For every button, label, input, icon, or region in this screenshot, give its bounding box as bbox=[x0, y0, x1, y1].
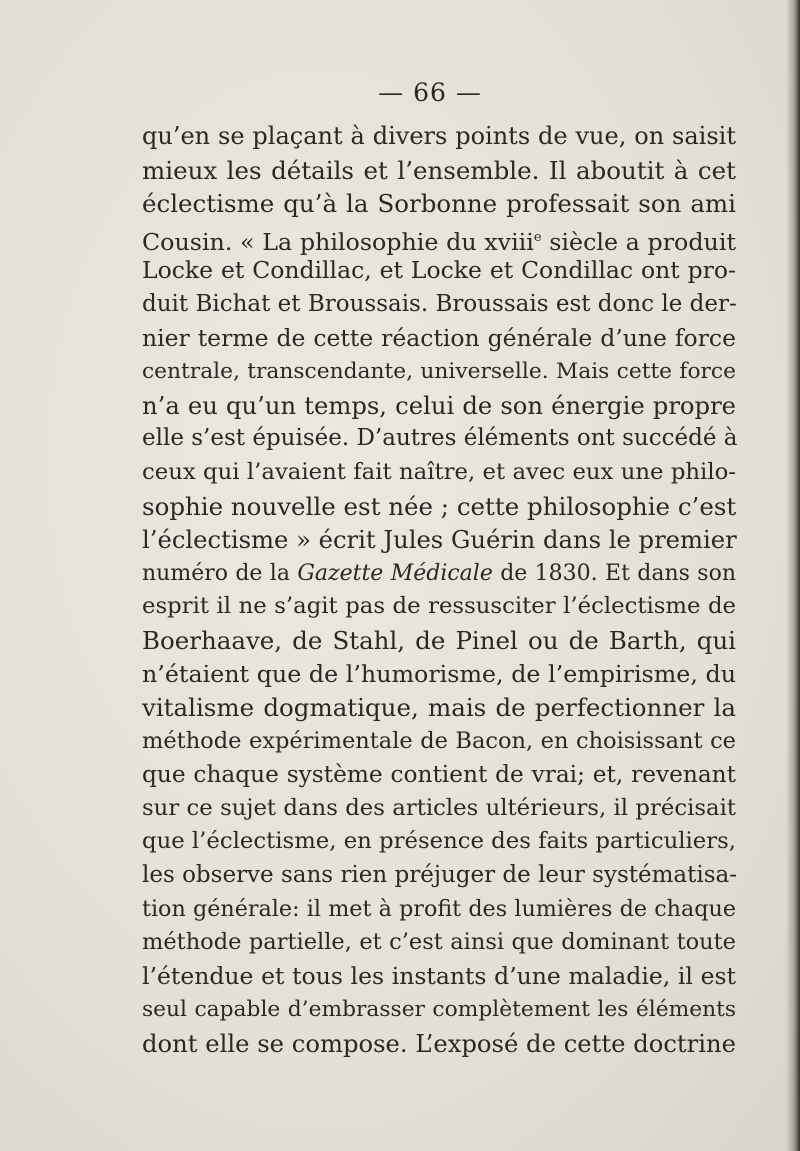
text-line: seul capable d’embrasser complètement les éléments bbox=[142, 997, 736, 1023]
text-line: elle s’est épuisée. D’autres éléments ont succédé à bbox=[142, 425, 738, 452]
text-line: sur ce sujet dans des articles ultérieurs, il précisait bbox=[142, 794, 736, 821]
text-line: tion générale: il met à profit des lumières de chaque bbox=[142, 895, 736, 922]
text-line: esprit il ne s’agit pas de ressusciter l’éclectisme de bbox=[142, 593, 736, 620]
text-line: l’étendue et tous les instants d’une maladie, il est bbox=[142, 961, 736, 990]
text-line: qu’en se plaçant à divers points de vue, on saisit bbox=[142, 122, 736, 150]
text-line: n’étaient que de l’humorisme, de l’empirisme, du bbox=[142, 659, 736, 688]
text-line: dont elle se compose. L’exposé de cette doctrine bbox=[142, 1029, 736, 1059]
text-segment: numéro de la bbox=[142, 560, 298, 586]
text-line: ceux qui l’avaient fait naître, et avec eux une philo- bbox=[142, 458, 736, 485]
journal-title: Gazette Médicale bbox=[297, 560, 493, 586]
text-line: l’éclectisme » écrit Jules Guérin dans le premier bbox=[142, 525, 737, 555]
text-line: sophie nouvelle est née ; cette philosophie c’est bbox=[142, 491, 737, 521]
superscript: e bbox=[533, 229, 542, 245]
text-line: éclectisme qu’à la Sorbonne professait son ami bbox=[142, 189, 736, 219]
text-line bbox=[142, 557, 736, 591]
text-line: Locke et Condillac, et Locke et Condillac ont pro- bbox=[142, 256, 736, 285]
text-line: n’a eu qu’un temps, celui de son énergie propre bbox=[142, 390, 736, 420]
text-line: que l’éclectisme, en présence des faits particuliers, bbox=[142, 828, 737, 855]
text-line: méthode expérimentale de Bacon, en choisissant ce bbox=[142, 727, 736, 754]
text-line: nier terme de cette réaction générale d’une force bbox=[142, 323, 736, 352]
text-line bbox=[142, 221, 736, 255]
page-edge-shadow bbox=[786, 0, 800, 1151]
text-line: que chaque système contient de vrai; et, revenant bbox=[142, 761, 736, 789]
text-segment: de 1830. Et dans son bbox=[492, 560, 737, 586]
text-segment: siècle a produit bbox=[541, 227, 736, 256]
text-line: Boerhaave, de Stahl, de Pinel ou de Barth, qui bbox=[142, 625, 736, 655]
text-line: duit Bichat et Broussais. Broussais est donc le der- bbox=[142, 290, 737, 317]
text-line: vitalisme dogmatique, mais de perfectionner la bbox=[142, 693, 736, 723]
text-line: mieux les détails et l’ensemble. Il aboutit à cet bbox=[142, 155, 736, 185]
text-segment: Cousin. « La philosophie du xviii bbox=[142, 227, 534, 256]
body-text bbox=[142, 120, 736, 1061]
text-line: les observe sans rien préjuger de leur systématisa- bbox=[142, 862, 738, 889]
text-line: méthode partielle, et c’est ainsi que dominant toute bbox=[142, 929, 736, 956]
text-line: centrale, transcendante, universelle. Mais cette force bbox=[142, 359, 736, 385]
page-number: — 66 — bbox=[378, 78, 482, 107]
